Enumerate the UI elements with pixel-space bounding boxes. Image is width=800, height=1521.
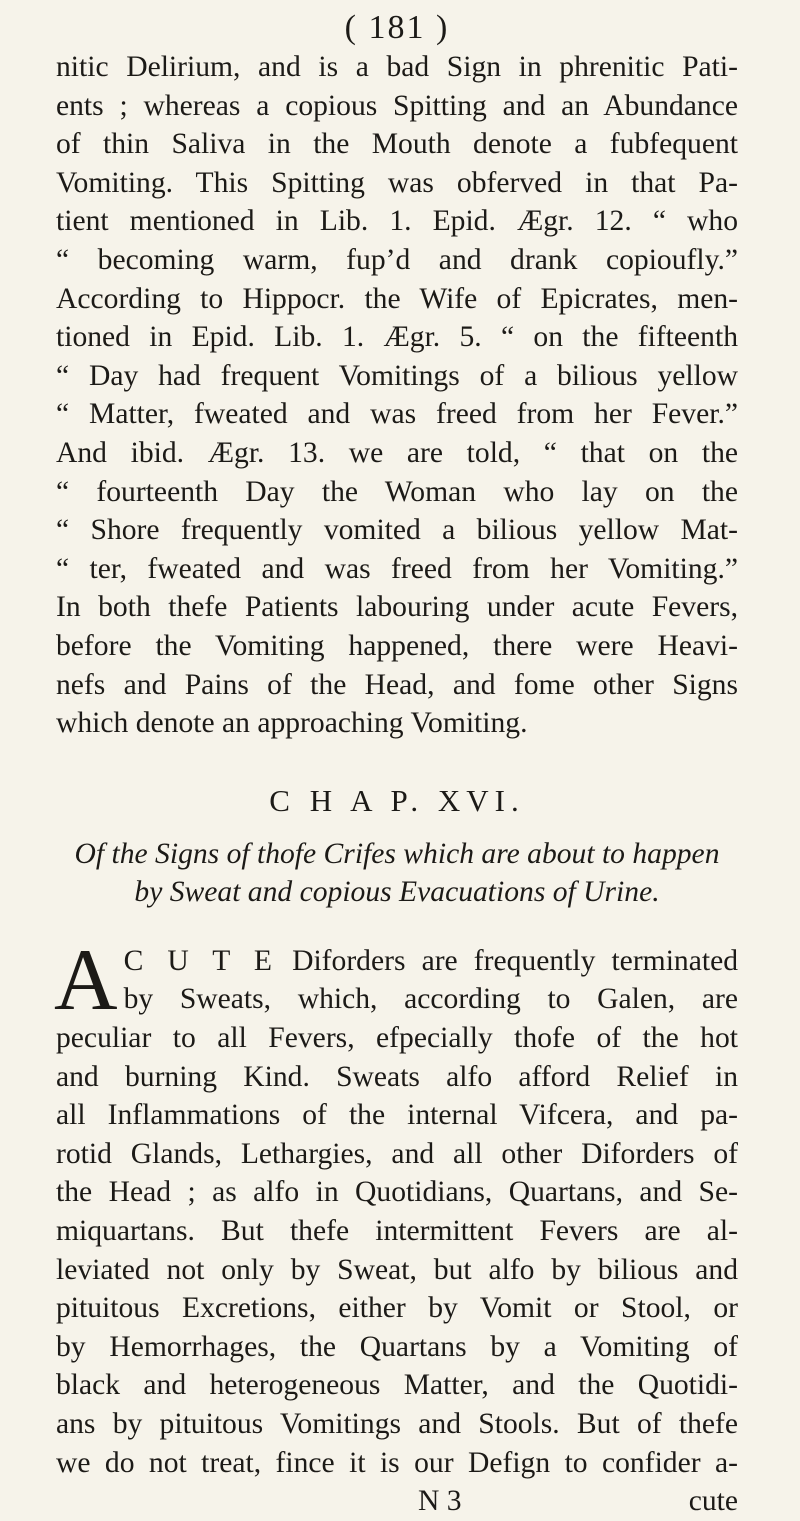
text-line: we do not treat, fince it is our Defign to confider a- [56, 1446, 738, 1479]
text-line [56, 942, 738, 981]
text-line: tient mentioned in Lib. 1. Epid. Ægr. 12. “ who [56, 205, 738, 238]
text-line: “ becoming warm, fup’d and drank copioufly.” [56, 243, 738, 276]
text-line: rotid Glands, Lethargies, and all other Diforders of [56, 1137, 738, 1170]
paragraph-2 [54, 931, 738, 1482]
chapter-heading: C H A P. XVI. [269, 782, 525, 818]
text-line: “ fourteenth Day the Woman who lay on the [56, 475, 738, 508]
text-line: “ Matter, fweated and was freed from her Fever.” [56, 398, 738, 431]
text-line: ents ; whereas a copious Spitting and an Abundance [56, 89, 738, 122]
subtitle-line: by Sweat and copious Evacuations of Urine. [134, 876, 660, 909]
text-line: “ ter, fweated and was freed from her Vomiting.” [56, 552, 738, 585]
text-line: pituitous Excretions, either by Vomit or Stool, or [56, 1292, 738, 1325]
text-line: “ Shore frequently vomited a bilious yellow Mat- [56, 514, 738, 547]
text-line: the Head ; as alfo in Quotidians, Quartans, and Se- [56, 1176, 738, 1209]
text-line: peculiar to all Fevers, efpecially thofe of the hot [56, 1022, 738, 1055]
text-line: “ Day had frequent Vomitings of a bilious yellow [56, 359, 738, 392]
text-line-rest: Diforders are frequently terminated [276, 944, 738, 977]
text-line: Vomiting. This Spitting was obferved in that Pa- [56, 166, 738, 199]
text-line: before the Vomiting happened, there were Heavi- [56, 629, 738, 662]
text-line: According to Hippocr. the Wife of Epicrates, men- [56, 282, 738, 315]
text-line: nitic Delirium, and is a bad Sign in phrenitic Pati- [56, 51, 738, 83]
catchword: cute [688, 1485, 738, 1518]
page-number: ( 181 ) [344, 9, 450, 46]
paragraph-1 [56, 48, 738, 743]
drop-cap: A [54, 931, 118, 1029]
text-line: leviated not only by Sweat, but alfo by bilious and [56, 1253, 738, 1286]
text-line: And ibid. Ægr. 13. we are told, “ that on the [56, 436, 738, 469]
chapter-subtitle [56, 835, 738, 912]
text-line: tioned in Epid. Lib. 1. Ægr. 5. “ on the fifteenth [56, 321, 738, 354]
signature-mark: N 3 [418, 1485, 462, 1518]
text-line: all Inflammations of the internal Vifcera, and pa- [56, 1099, 738, 1132]
text-line: and burning Kind. Sweats alfo afford Relief in [56, 1060, 738, 1093]
text-line: by Sweats, which, according to Galen, are [123, 983, 738, 1016]
text-line: miquartans. But thefe intermittent Fevers are al- [56, 1215, 738, 1248]
text-line: ans by pituitous Vomitings and Stools. But of thefe [56, 1408, 738, 1440]
text-line: which denote an approaching Vomiting. [56, 707, 528, 740]
first-word-small-caps: C U T E [123, 944, 276, 977]
text-line: of thin Saliva in the Mouth denote a fubfequent [56, 128, 738, 161]
text-line: nefs and Pains of the Head, and fome other Signs [56, 668, 738, 701]
text-line: black and heterogeneous Matter, and the Quotidi- [56, 1369, 738, 1402]
text-line: In both thefe Patients labouring under acute Fevers, [56, 591, 738, 624]
subtitle-line: Of the Signs of thofe Crifes which are about to happen [74, 837, 720, 870]
text-line: by Hemorrhages, the Quartans by a Vomiting of [56, 1330, 738, 1363]
page-footer [56, 1482, 738, 1521]
